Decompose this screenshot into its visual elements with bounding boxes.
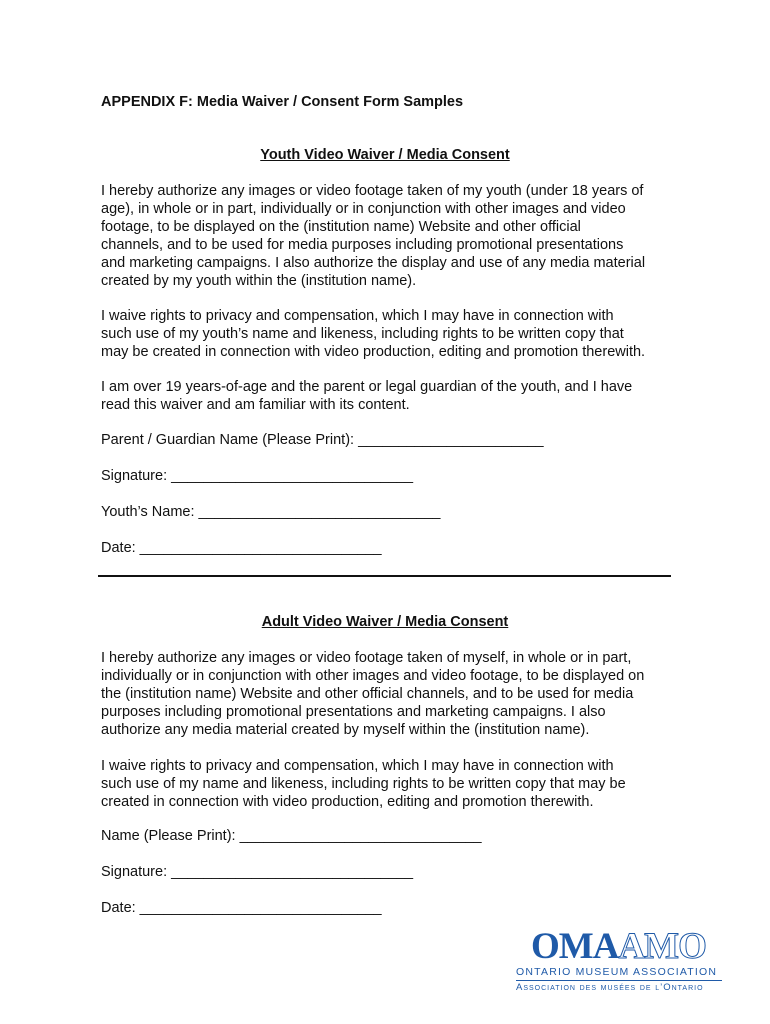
youth-authorization-paragraph [101,182,676,290]
youth-name-field[interactable]: Youth’s Name: ______________________________ [101,504,441,520]
paragraph-line: read this waiver and am familiar with its content. [101,397,410,413]
paragraph-line: may be created in connection with video production, editing and promotion therewith. [101,344,646,360]
paragraph-line: created in connection with video production, editing and promotion therewith. [101,794,594,810]
paragraph-line: the (institution name) Website and other official channels, and to be used for media [101,686,634,702]
logo-english-name: ONTARIO MUSEUM ASSOCIATION [516,966,718,978]
paragraph-line: such use of my name and likeness, including rights to be written copy that may be [101,776,626,792]
paragraph-line: footage, to be displayed on the (institution name) Website and other official [101,219,581,235]
logo-divider [516,980,722,981]
paragraph-line: I waive rights to privacy and compensation, which I may have in connection with [101,308,614,324]
logo-wordmark [531,928,706,966]
youth-signature-field[interactable]: Signature: ______________________________ [101,468,414,484]
oma-logo [514,928,724,994]
paragraph-line: such use of my youth’s name and likeness, including rights to be written copy that [101,326,624,342]
section-divider [98,575,671,577]
paragraph-line: I waive rights to privacy and compensation, which I may have in connection with [101,758,614,774]
adult-date-field[interactable]: Date: ______________________________ [101,900,382,916]
paragraph-line: created by my youth within the (institution name). [101,273,417,289]
adult-signature-field[interactable]: Signature: ______________________________ [101,864,414,880]
adult-authorization-paragraph [101,649,676,739]
logo-wordmark-amo: AMO [618,926,706,967]
paragraph-line: I hereby authorize any images or video footage taken of myself, in whole or in part, [101,650,632,666]
paragraph-line: purposes including promotional presentations and marketing campaigns. I also [101,704,606,720]
adult-privacy-paragraph [101,757,676,811]
paragraph-line: I am over 19 years-of-age and the parent or legal guardian of the youth, and I have [101,379,633,395]
paragraph-line: channels, and to be used for media purposes including promotional presentations [101,237,624,253]
logo-french-name: Association des musées de l’Ontario [516,982,704,993]
logo-wordmark-oma: OMA [531,926,619,967]
paragraph-line: authorize any media material created by myself within the (institution name). [101,722,590,738]
youth-guardian-paragraph [101,378,676,414]
paragraph-line: age), in whole or in part, individually or in conjunction with other images and video [101,201,626,217]
youth-section-title: Youth Video Waiver / Media Consent [260,147,510,163]
paragraph-line: and marketing campaigns. I also authorize the display and use of any media material [101,255,646,271]
youth-privacy-paragraph [101,307,676,361]
paragraph-line: individually or in conjunction with other images and video footage, to be displayed on [101,668,645,684]
paragraph-line: I hereby authorize any images or video footage taken of my youth (under 18 years of [101,183,644,199]
adult-section-title: Adult Video Waiver / Media Consent [261,614,509,630]
youth-date-field[interactable]: Date: ______________________________ [101,540,382,556]
appendix-title: APPENDIX F: Media Waiver / Consent Form Samples [101,94,464,110]
adult-name-field[interactable]: Name (Please Print): ______________________________ [101,828,482,844]
guardian-name-field[interactable]: Parent / Guardian Name (Please Print): _______________________ [101,432,544,448]
